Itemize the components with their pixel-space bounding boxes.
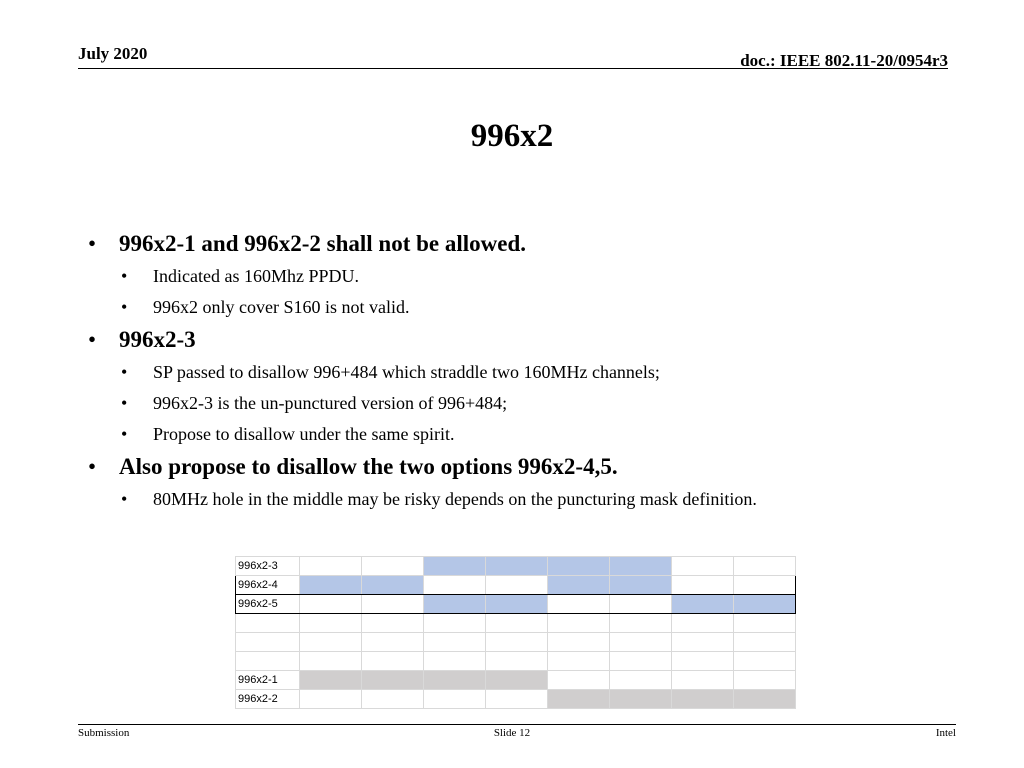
grid-row (236, 690, 796, 709)
grid-cell (734, 557, 796, 576)
grid-row-label: 996x2-2 (236, 690, 300, 709)
grid-cell (548, 633, 610, 652)
grid-cell (548, 690, 610, 709)
bullet-1-sub-2-text: 996x2 only cover S160 is not valid. (153, 297, 410, 317)
bullet-2-sub-2-text: 996x2-3 is the un-punctured version of 996+484; (153, 393, 508, 413)
grid-cell (734, 595, 796, 614)
grid-cell (548, 652, 610, 671)
grid-row (236, 652, 796, 671)
grid-cell (362, 690, 424, 709)
grid-cell (424, 671, 486, 690)
grid-cell (486, 633, 548, 652)
grid-cell (362, 652, 424, 671)
grid-cell (362, 614, 424, 633)
grid-cell (734, 671, 796, 690)
bullet-1-sub-2: • 996x2 only cover S160 is not valid. (121, 297, 410, 317)
grid-cell (362, 671, 424, 690)
grid-cell (734, 690, 796, 709)
grid-row (236, 633, 796, 652)
grid-row (236, 557, 796, 576)
bullet-3-sub-1-text: 80MHz hole in the middle may be risky depends on the puncturing mask definition. (153, 489, 757, 509)
grid-cell (424, 652, 486, 671)
grid-cell (300, 633, 362, 652)
grid-cell (424, 595, 486, 614)
bullet-1: • 996x2-1 and 996x2-2 shall not be allowed. (88, 231, 527, 256)
grid-cell (486, 652, 548, 671)
bullet-2: • 996x2-3 (88, 327, 196, 352)
grid-row (236, 595, 796, 614)
grid-row (236, 614, 796, 633)
grid-cell (672, 614, 734, 633)
grid-cell (424, 633, 486, 652)
grid-cell (424, 576, 486, 595)
bullet-2-sub-1-text: SP passed to disallow 996+484 which straddle two 160MHz channels; (153, 362, 660, 382)
grid-cell (734, 652, 796, 671)
grid-cell (610, 690, 672, 709)
footer-submission: Submission (78, 727, 130, 739)
bullet-3-text: Also propose to disallow the two options 996x2-4,5. (119, 454, 618, 479)
grid-cell (734, 576, 796, 595)
grid-cell (300, 595, 362, 614)
header-doc-id: doc.: IEEE 802.11-20/0954r3 (740, 51, 948, 70)
grid-cell (300, 652, 362, 671)
grid-cell (610, 614, 672, 633)
grid-row-label (236, 652, 300, 671)
footer-divider (78, 724, 956, 725)
grid-cell (362, 633, 424, 652)
grid-cell (486, 576, 548, 595)
bullet-1-sub-1-text: Indicated as 160Mhz PPDU. (153, 266, 359, 286)
grid-cell (610, 633, 672, 652)
grid-cell (672, 557, 734, 576)
grid-cell (610, 576, 672, 595)
grid-cell (548, 576, 610, 595)
grid-cell (486, 614, 548, 633)
grid-cell (734, 633, 796, 652)
grid-cell (610, 671, 672, 690)
grid-row (236, 576, 796, 595)
grid-row (236, 671, 796, 690)
footer-company: Intel (935, 727, 956, 739)
grid-cell (300, 690, 362, 709)
grid-cell (300, 576, 362, 595)
grid-cell (362, 557, 424, 576)
grid-cell (548, 614, 610, 633)
grid-cell (362, 595, 424, 614)
grid-cell (300, 671, 362, 690)
bullet-2-sub-3-text: Propose to disallow under the same spirit. (153, 424, 455, 444)
bullet-1-text: 996x2-1 and 996x2-2 shall not be allowed. (119, 231, 527, 256)
grid-cell (548, 671, 610, 690)
bullet-1-sub-1: • Indicated as 160Mhz PPDU. (121, 266, 359, 286)
grid-row-label: 996x2-4 (236, 576, 300, 595)
bullet-3-sub-1: • 80MHz hole in the middle may be risky depends on the puncturing mask definition. (121, 489, 757, 509)
footer-slide-number: Slide 12 (493, 727, 531, 739)
grid-cell (548, 595, 610, 614)
grid-cell (486, 595, 548, 614)
grid-cell (486, 557, 548, 576)
grid-cell (610, 652, 672, 671)
grid-row-label: 996x2-1 (236, 671, 300, 690)
bullet-2-text: 996x2-3 (119, 327, 196, 352)
grid-row-label (236, 614, 300, 633)
bullet-2-sub-1: • SP passed to disallow 996+484 which straddle two 160MHz channels; (121, 362, 660, 382)
slide-title: 996x2 (470, 118, 554, 154)
grid-cell (300, 614, 362, 633)
grid-cell (362, 576, 424, 595)
grid-cell (424, 690, 486, 709)
grid-cell (610, 595, 672, 614)
grid-cell (424, 614, 486, 633)
bullet-3: • Also propose to disallow the two options 996x2-4,5. (88, 454, 618, 479)
grid-cell (486, 671, 548, 690)
grid-cell (300, 557, 362, 576)
grid-cell (424, 557, 486, 576)
grid-cell (672, 595, 734, 614)
grid-cell (672, 671, 734, 690)
bullet-2-sub-2: • 996x2-3 is the un-punctured version of 996+484; (121, 393, 508, 413)
grid-cell (734, 614, 796, 633)
grid-cell (548, 557, 610, 576)
grid-cell (672, 652, 734, 671)
header-date: July 2020 (78, 44, 148, 63)
grid-row-label: 996x2-3 (236, 557, 300, 576)
bullet-2-sub-3: • Propose to disallow under the same spirit. (121, 424, 455, 444)
header-divider (78, 68, 948, 69)
ru-allocation-grid (235, 556, 796, 709)
grid-cell (610, 557, 672, 576)
grid-row-label (236, 633, 300, 652)
grid-cell (672, 576, 734, 595)
grid-cell (672, 633, 734, 652)
grid-cell (486, 690, 548, 709)
grid-cell (672, 690, 734, 709)
bullet-list (88, 228, 948, 516)
grid-row-label: 996x2-5 (236, 595, 300, 614)
